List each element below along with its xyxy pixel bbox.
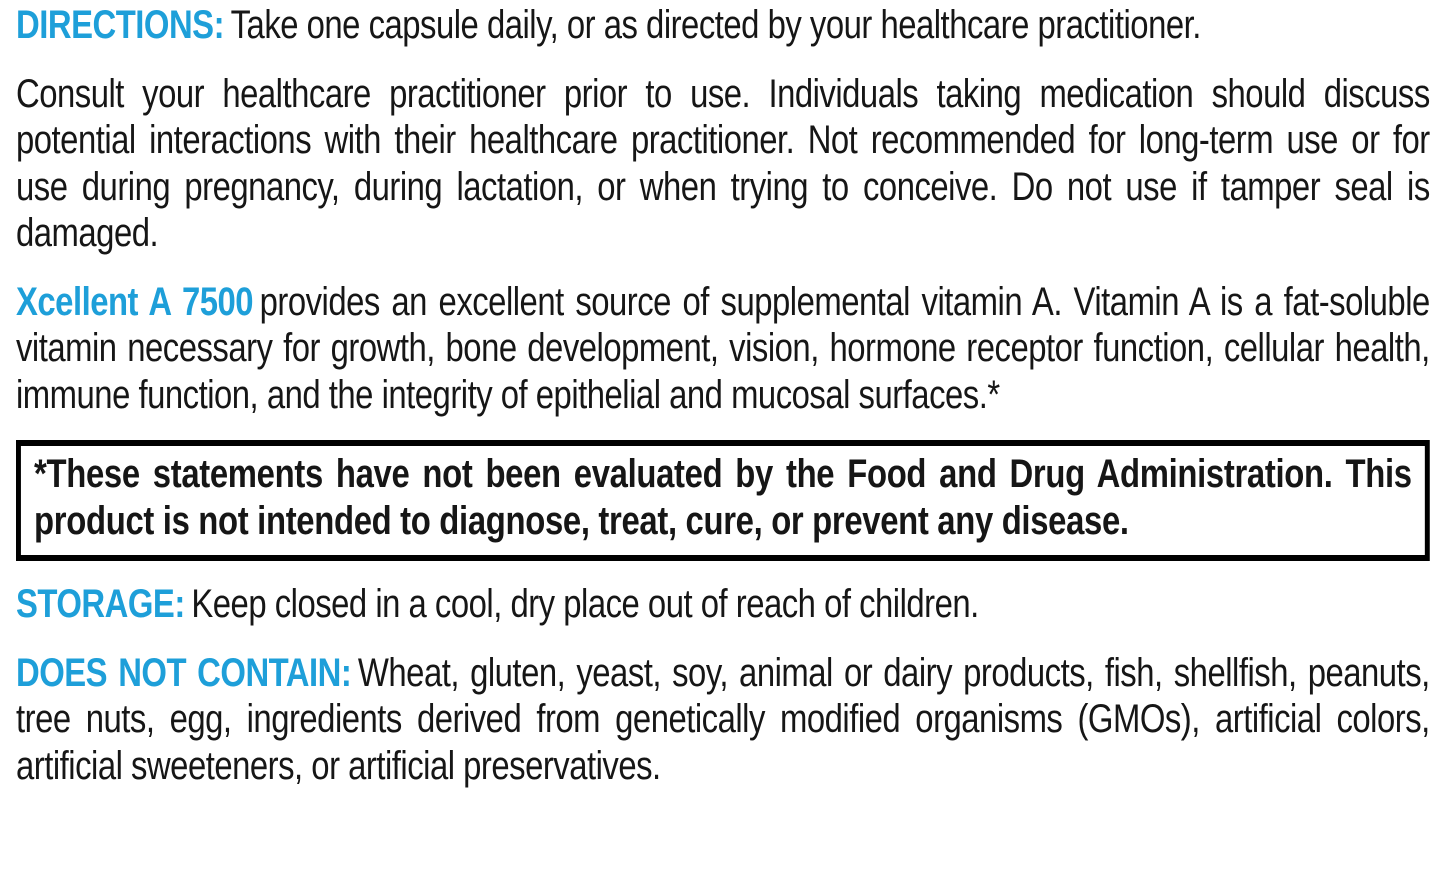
product-description-paragraph [16, 279, 1430, 419]
product-description-text: provides an excellent source of supplemental vitamin A. Vitamin A is a fat-soluble vitamin necessary for growth, bone development, vision, hormone receptor function, cellular health, immune function, and the integrity of epithelial and mucosal surfaces.* [16, 279, 1430, 417]
product-name: Xcellent A 7500 [16, 279, 254, 324]
directions-label: DIRECTIONS: [16, 3, 225, 47]
storage-paragraph [16, 581, 1430, 628]
does-not-contain-label: DOES NOT CONTAIN: [16, 650, 352, 695]
does-not-contain-text: Wheat, gluten, yeast, soy, animal or dairy products, fish, shellfish, peanuts, tree nuts, egg, ingredients derived from genetically modified organisms (GMOs), artificial colors, artificial sweeteners, or artificial preservatives. [16, 650, 1430, 788]
directions-paragraph [16, 2, 1430, 49]
consult-paragraph [16, 71, 1430, 257]
storage-label: STORAGE: [16, 582, 185, 626]
does-not-contain-paragraph [16, 650, 1430, 790]
directions-text: Take one capsule daily, or as directed by your healthcare practitioner. [230, 3, 1201, 47]
supplement-label-text [16, 2, 1430, 811]
fda-disclaimer-text: *These statements have not been evaluated by the Food and Drug Administration. This product is not intended to diagnose, treat, cure, or prevent any disease. [34, 452, 1412, 543]
fda-disclaimer-box [16, 440, 1430, 561]
consult-text: Consult your healthcare practitioner prior to use. Individuals taking medication should discuss potential interactions with their healthcare practitioner. Not recommended for long-term use or for use during pregnancy, during lactation, or when trying to conceive. Do not use if tamper seal is damaged. [16, 71, 1430, 255]
storage-text: Keep closed in a cool, dry place out of reach of children. [191, 582, 979, 626]
fda-disclaimer-paragraph [34, 451, 1412, 544]
